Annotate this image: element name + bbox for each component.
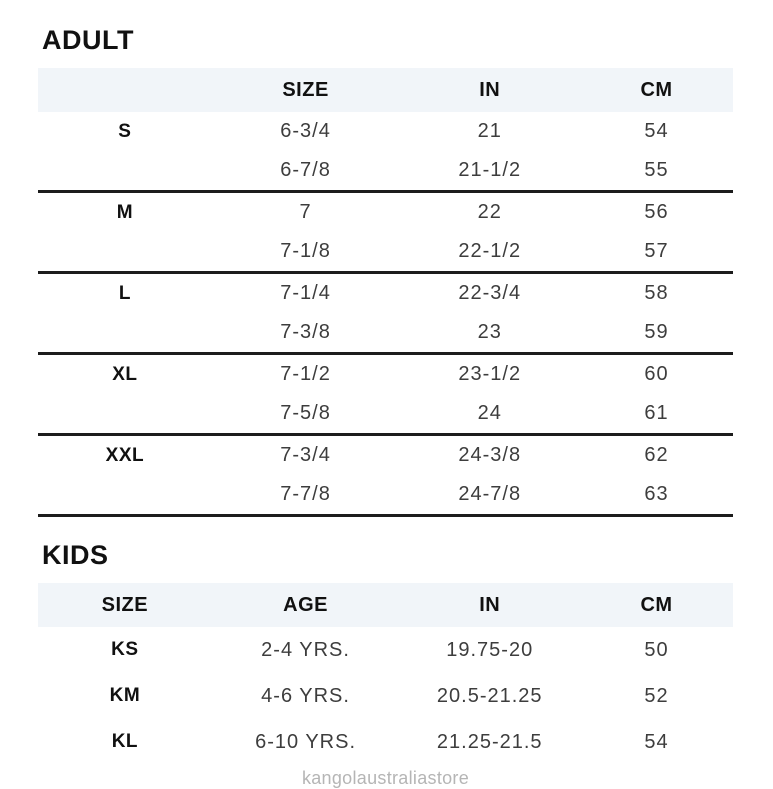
size-value-cell: 7 xyxy=(299,201,312,223)
table-row xyxy=(38,151,733,190)
size-label-cell: KS xyxy=(111,639,139,660)
in-value-cell: 20.5-21.25 xyxy=(436,684,543,707)
adult-section-title: ADULT xyxy=(42,25,134,55)
in-value-cell: 24-3/8 xyxy=(458,444,522,466)
table-row xyxy=(38,355,733,394)
table-row xyxy=(38,436,733,475)
size-value-cell: 7-1/8 xyxy=(280,240,331,262)
size-value-cell: 7-1/4 xyxy=(280,282,331,304)
in-value-cell: 24 xyxy=(477,402,502,424)
size-value-cell: 7-3/4 xyxy=(280,444,331,466)
table-row xyxy=(38,673,733,719)
table-row xyxy=(38,274,733,313)
in-value-cell: 22-3/4 xyxy=(458,282,522,304)
in-value-cell: 24-7/8 xyxy=(458,483,522,505)
size-label-cell: XXL xyxy=(105,444,145,466)
age-value-cell: 4-6 YRS. xyxy=(261,684,350,707)
table-row xyxy=(38,193,733,232)
size-value-cell: 7-7/8 xyxy=(280,483,331,505)
cm-value-cell: 60 xyxy=(644,363,669,385)
size-value-cell: 7-1/2 xyxy=(280,363,331,385)
adult-column-header-in: IN xyxy=(479,78,501,101)
cm-value-cell: 56 xyxy=(644,201,669,223)
cm-value-cell: 58 xyxy=(644,282,669,304)
kids-column-header-cm: CM xyxy=(640,593,673,616)
cm-value-cell: 62 xyxy=(644,444,669,466)
in-value-cell: 21.25-21.5 xyxy=(436,730,543,753)
size-value-cell: 6-7/8 xyxy=(280,159,331,181)
in-value-cell: 22 xyxy=(477,201,502,223)
store-watermark: kangolaustraliastore xyxy=(301,768,470,788)
size-label-cell: KL xyxy=(111,731,139,752)
kids-table-body xyxy=(38,627,733,765)
adult-size-group xyxy=(38,355,733,436)
in-value-cell: 21 xyxy=(477,120,502,142)
adult-table-header-row xyxy=(38,68,733,112)
kids-column-header-size: SIZE xyxy=(101,593,149,616)
adult-size-group xyxy=(38,112,733,193)
table-row xyxy=(38,475,733,514)
adult-column-header-cm: CM xyxy=(640,78,673,101)
cm-value-cell: 59 xyxy=(644,321,669,343)
size-value-cell: 6-3/4 xyxy=(280,120,331,142)
table-row xyxy=(38,627,733,673)
kids-section-title: KIDS xyxy=(42,540,109,570)
kids-table-header-row xyxy=(38,583,733,627)
cm-value-cell: 50 xyxy=(644,638,669,661)
kids-size-table xyxy=(38,583,733,765)
in-value-cell: 22-1/2 xyxy=(458,240,522,262)
in-value-cell: 23 xyxy=(477,321,502,343)
table-row xyxy=(38,232,733,271)
cm-value-cell: 54 xyxy=(644,120,669,142)
cm-value-cell: 61 xyxy=(644,402,669,424)
adult-size-group xyxy=(38,274,733,355)
in-value-cell: 19.75-20 xyxy=(446,638,534,661)
in-value-cell: 23-1/2 xyxy=(458,363,522,385)
cm-value-cell: 63 xyxy=(644,483,669,505)
size-label-cell: S xyxy=(118,120,132,142)
cm-value-cell: 57 xyxy=(644,240,669,262)
cm-value-cell: 55 xyxy=(644,159,669,181)
table-row xyxy=(38,394,733,433)
kids-column-header-in: IN xyxy=(479,593,501,616)
table-row xyxy=(38,719,733,765)
age-value-cell: 2-4 YRS. xyxy=(261,638,350,661)
size-value-cell: 7-5/8 xyxy=(280,402,331,424)
cm-value-cell: 54 xyxy=(644,730,669,753)
size-label-cell: L xyxy=(118,282,131,304)
table-row xyxy=(38,112,733,151)
size-label-cell: XL xyxy=(112,363,138,385)
adult-size-group xyxy=(38,436,733,517)
adult-column-header-size: SIZE xyxy=(282,78,329,101)
cm-value-cell: 52 xyxy=(644,684,669,707)
table-row xyxy=(38,313,733,352)
adult-size-table xyxy=(38,68,733,517)
size-label-cell: KM xyxy=(109,685,141,706)
age-value-cell: 6-10 YRS. xyxy=(255,730,357,753)
in-value-cell: 21-1/2 xyxy=(458,159,522,181)
size-label-cell: M xyxy=(116,201,134,223)
kids-section xyxy=(38,541,773,765)
adult-table-body xyxy=(38,112,733,517)
adult-size-group xyxy=(38,193,733,274)
size-value-cell: 7-3/8 xyxy=(280,321,331,343)
kids-column-header-age: AGE xyxy=(283,593,328,616)
